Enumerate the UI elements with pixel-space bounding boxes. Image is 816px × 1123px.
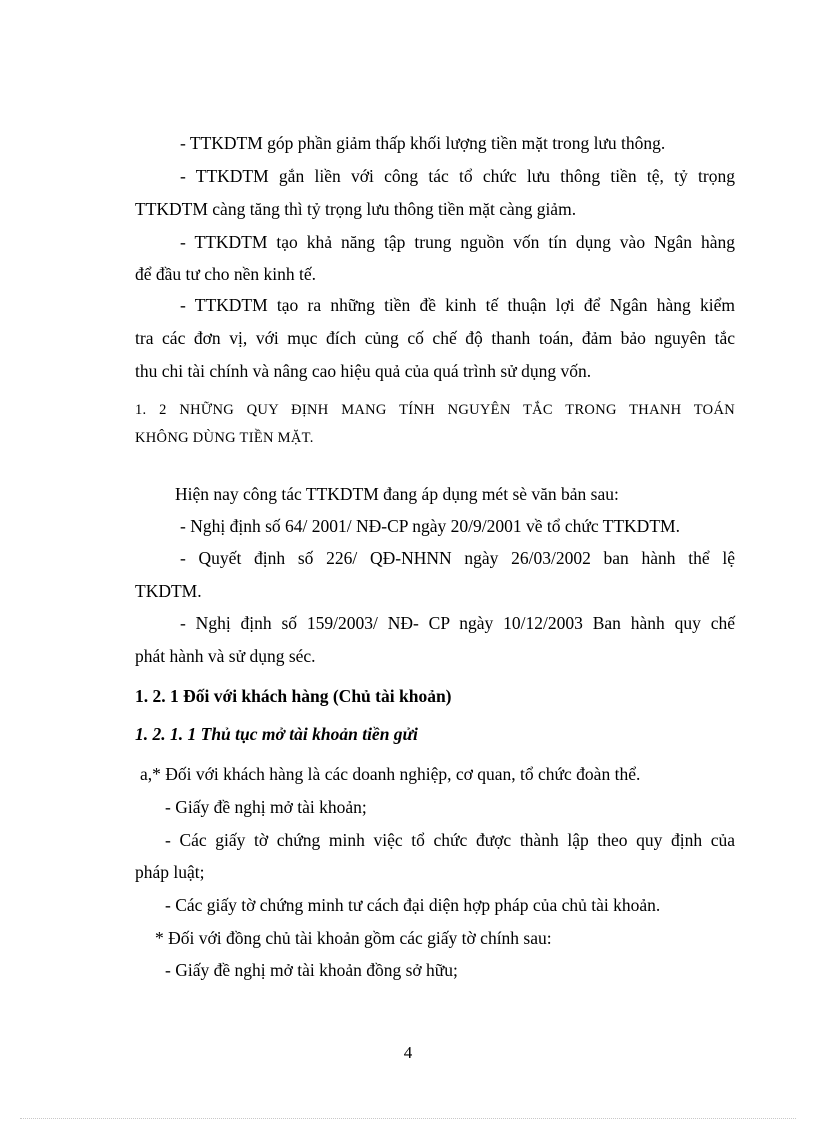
paragraph-line: để đầu tư cho nền kinh tế.: [135, 264, 317, 284]
paragraph-line: - TTKDTM tạo khả năng tập trung nguồn vốn tín dụng vào Ngân hàng: [180, 232, 735, 252]
paragraph-line: tra các đơn vị, với mục đích củng cố chế độ thanh toán, đảm bảo nguyên tắc: [135, 328, 735, 348]
document-line: TKDTM.: [135, 581, 202, 601]
paragraph-line: TTKDTM càng tăng thì tỷ trọng lưu thông tiền mặt càng giảm.: [135, 199, 577, 219]
list-line: * Đối với đồng chủ tài khoản gồm các giấy tờ chính sau:: [155, 928, 552, 948]
paragraph-line: - TTKDTM gắn liền với công tác tổ chức lưu thông tiền tệ, tỷ trọng: [180, 166, 735, 186]
intro-text: Hiện nay công tác TTKDTM đang áp dụng mét sè văn bản sau:: [175, 484, 619, 504]
list-line: - Giấy đề nghị mở tài khoản đồng sở hữu;: [165, 960, 458, 980]
document-line: - Quyết định số 226/ QĐ-NHNN ngày 26/03/2002 ban hành thể lệ: [180, 548, 735, 568]
list-line: - Các giấy tờ chứng minh tư cách đại diện hợp pháp của chủ tài khoản.: [165, 895, 661, 915]
list-line: pháp luật;: [135, 862, 205, 882]
page-edge-divider: [20, 1118, 796, 1119]
list-line: a,* Đối với khách hàng là các doanh nghiệp, cơ quan, tổ chức đoàn thể.: [140, 764, 641, 784]
paragraph-line: - TTKDTM góp phần giảm thấp khối lượng tiền mặt trong lưu thông.: [180, 133, 666, 153]
document-line: phát hành và sử dụng séc.: [135, 646, 316, 666]
document-line: - Nghị định số 64/ 2001/ NĐ-CP ngày 20/9/2001 về tổ chức TTKDTM.: [180, 516, 680, 536]
page-number: 4: [403, 1043, 413, 1062]
section-heading: KHÔNG DÙNG TIỀN MẶT.: [135, 430, 314, 446]
document-line: - Nghị định số 159/2003/ NĐ- CP ngày 10/12/2003 Ban hành quy chế: [180, 613, 735, 633]
list-line: - Giấy đề nghị mở tài khoản;: [165, 797, 367, 817]
paragraph-line: - TTKDTM tạo ra những tiền đề kinh tế thuận lợi để Ngân hàng kiểm: [180, 295, 735, 315]
paragraph-line: thu chi tài chính và nâng cao hiệu quả của quá trình sử dụng vốn.: [135, 361, 592, 381]
subheading: 1. 2. 1 Đối với khách hàng (Chủ tài khoản): [135, 686, 452, 706]
subheading-italic: 1. 2. 1. 1 Thủ tục mở tài khoản tiền gửi: [135, 724, 418, 744]
list-line: - Các giấy tờ chứng minh việc tổ chức được thành lập theo quy định của: [165, 830, 735, 850]
section-heading: 1. 2 NHỮNG QUY ĐỊNH MANG TÍNH NGUYÊN TẮC TRONG THANH TOÁN: [135, 402, 735, 418]
